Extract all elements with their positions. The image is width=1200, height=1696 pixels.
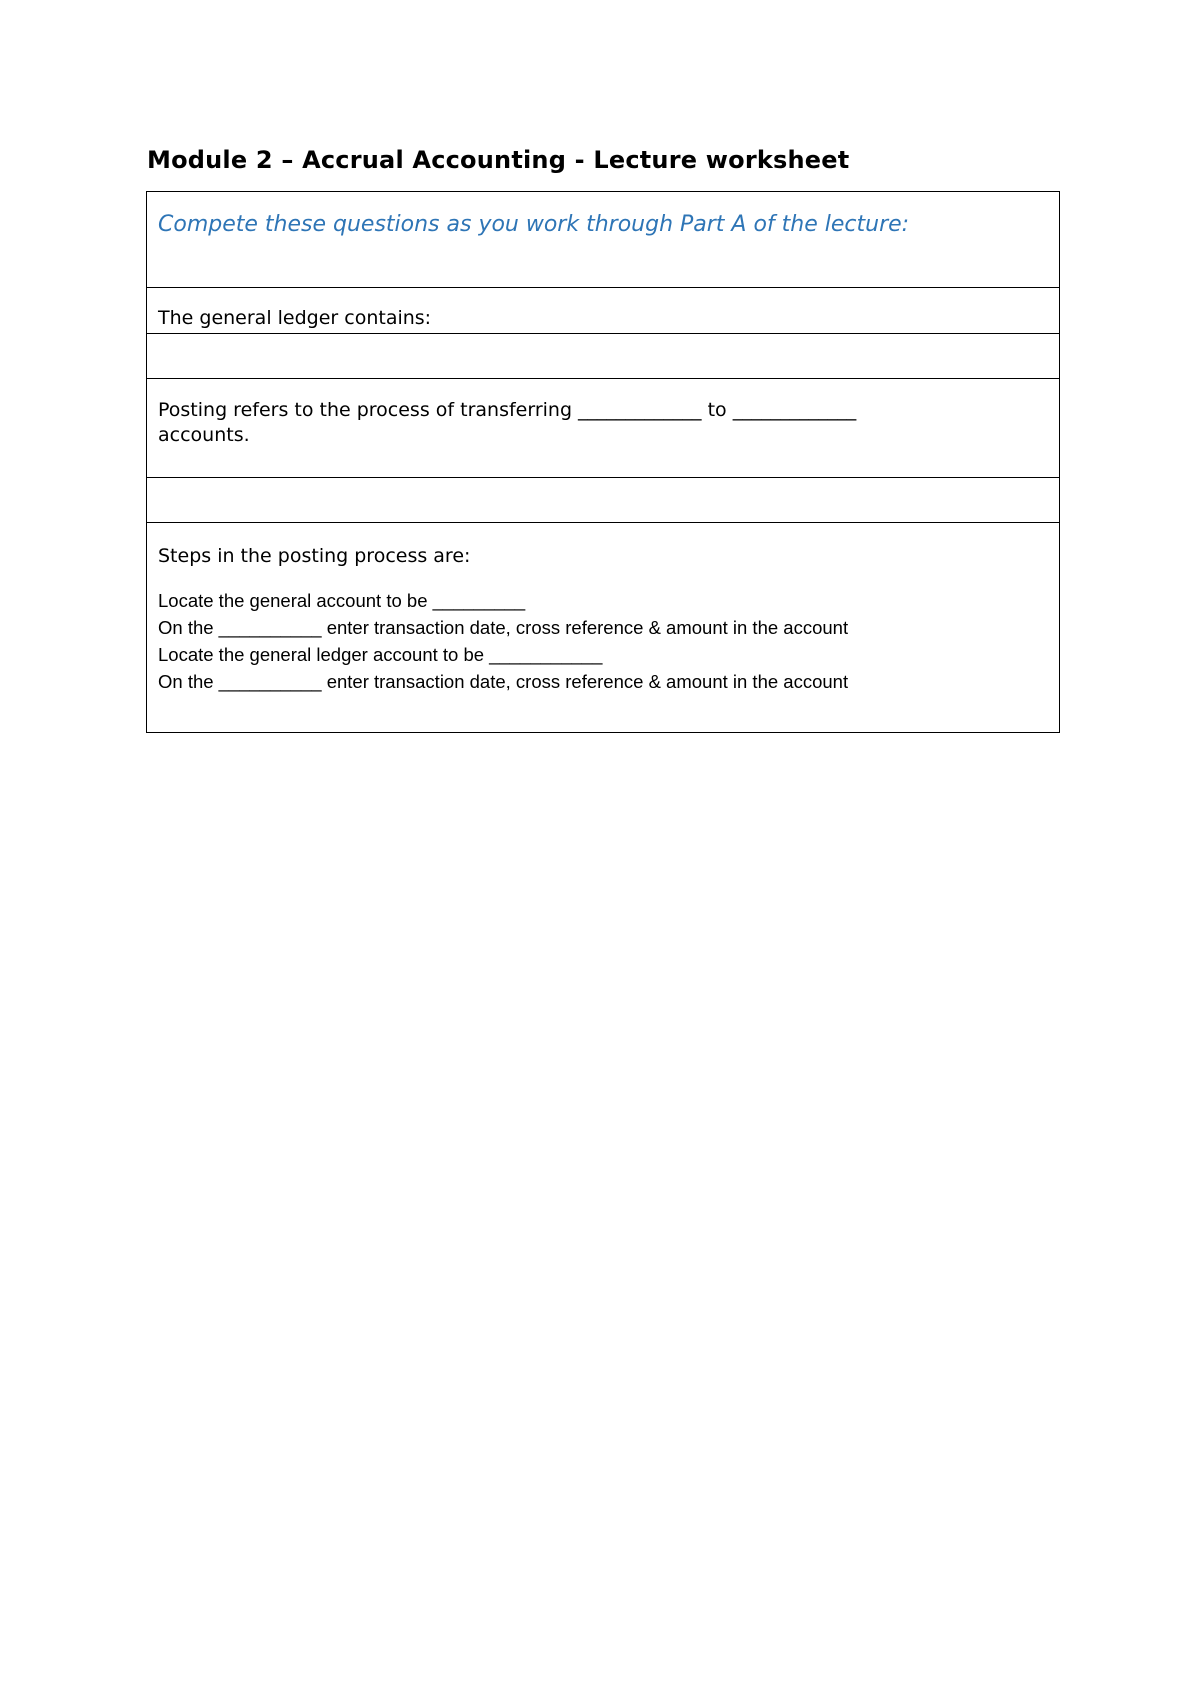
posting-question-line1: Posting refers to the process of transferring _____________ to _____________ xyxy=(158,399,857,421)
step-item: Locate the general account to be _________ xyxy=(158,590,526,611)
steps-list xyxy=(158,587,1048,695)
ledger-question-text: The general ledger contains: xyxy=(158,307,432,329)
instruction-text: Compete these questions as you work through Part A of the lecture: xyxy=(158,212,910,237)
ledger-answer-row xyxy=(147,334,1059,379)
ledger-question-row xyxy=(147,288,1059,334)
step-item: On the __________ enter transaction date, cross reference & amount in the account xyxy=(158,617,849,638)
posting-answer-row xyxy=(147,478,1059,523)
instruction-row xyxy=(147,192,1059,288)
worksheet-table xyxy=(146,191,1060,733)
posting-question-line2: accounts. xyxy=(158,424,250,446)
steps-heading: Steps in the posting process are: xyxy=(158,545,471,567)
step-item: Locate the general ledger account to be ___________ xyxy=(158,644,603,665)
steps-row xyxy=(147,523,1059,732)
page-title: Module 2 – Accrual Accounting - Lecture worksheet xyxy=(147,146,850,174)
step-item: On the __________ enter transaction date, cross reference & amount in the account xyxy=(158,671,849,692)
posting-question-row xyxy=(147,379,1059,478)
